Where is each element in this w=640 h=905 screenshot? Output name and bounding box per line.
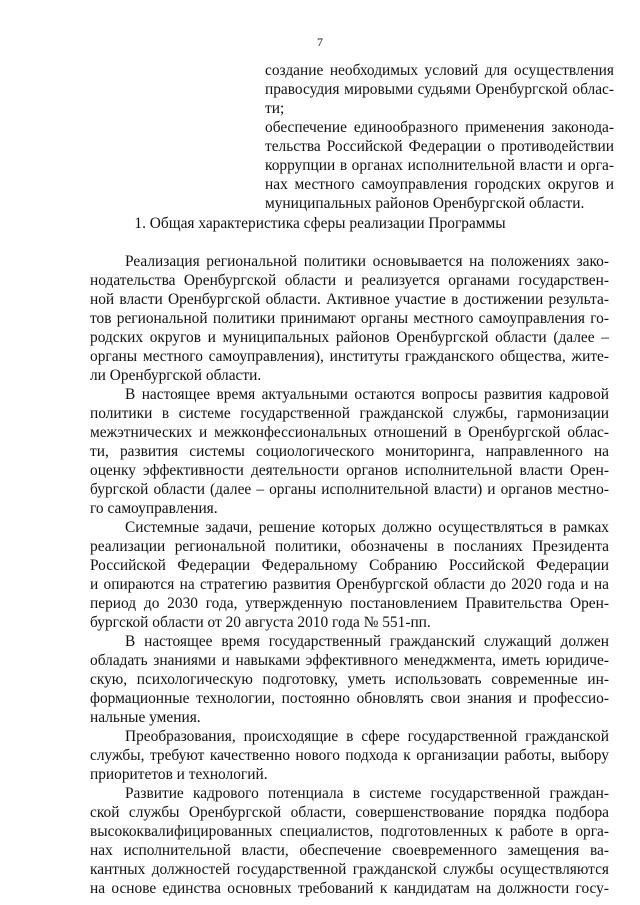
section-title: 1. Общая характеристика сферы реализации Программы <box>134 215 506 232</box>
body-line: ной власти Оренбургской области. Активное участие в достижении результа- <box>90 291 609 308</box>
body-line: период до 2030 года, утвержденную постановлением Правительства Орен- <box>90 595 609 612</box>
body-line: органы местного самоуправления), институты гражданского общества, жите- <box>90 348 609 365</box>
body-line: тов региональной политики принимают органы местного самоуправления го- <box>90 310 609 327</box>
body-line: и опираются на стратегию развития Оренбургской области до 2020 года и на <box>90 576 609 593</box>
body-line: обладать знаниями и навыками эффективного менеджмента, иметь юридиче- <box>90 652 609 669</box>
body-line: реализации региональной политики, обозначены в посланиях Президента <box>90 538 609 555</box>
intro-line: тельства Российской Федерации о противодействии <box>265 138 614 155</box>
body-line: нодательства Оренбургской области и реализуется органами государствен- <box>90 272 609 289</box>
body-line: нальные умения. <box>90 709 201 726</box>
body-line: родских округов и муниципальных районов Оренбургской области (далее – <box>90 329 609 346</box>
body-line: го самоуправления. <box>90 500 218 517</box>
body-line: Развитие кадрового потенциала в системе государственной граждан- <box>125 785 609 802</box>
body-line: нах исполнительной власти, обеспечение своевременного замещения ва- <box>90 842 609 859</box>
body-line: высококвалифицированных специалистов, подготовленных к работе в орга- <box>90 823 609 840</box>
intro-line: обеспечение единообразного применения законода- <box>265 119 614 136</box>
body-line: бургской области (далее – органы исполнительной власти) и органов местно- <box>90 481 609 498</box>
body-line: ли Оренбургской области. <box>90 367 262 384</box>
body-line: Преобразования, происходящие в сфере государственной гражданской <box>125 728 609 745</box>
intro-line: правосудия мировыми судьями Оренбургской облас- <box>265 81 614 98</box>
intro-line: создание необходимых условий для осуществления <box>265 62 614 79</box>
intro-line: нах местного самоуправления городских округов и <box>265 176 614 193</box>
body-line: ти, развития системы социологического мониторинга, направленного на <box>90 443 609 460</box>
intro-line: ти; <box>265 100 285 117</box>
body-line: бургской области от 20 августа 2010 года № 551-пп. <box>90 614 431 631</box>
body-line: Системные задачи, решение которых должно осуществляться в рамках <box>125 519 609 536</box>
body-line: Реализация региональной политики основывается на положениях зако- <box>125 253 609 270</box>
intro-line: коррупции в органах исполнительной власти и орга- <box>265 157 614 174</box>
page-number: 7 <box>317 35 323 49</box>
body-line: службы, требуют качественно нового подхода к организации работы, выбору <box>90 747 609 764</box>
body-line: приоритетов и технологий. <box>90 766 268 783</box>
body-line: формационные технологии, постоянно обновлять свои знания и профессио- <box>90 690 609 707</box>
intro-line: муниципальных районов Оренбургской области. <box>265 195 585 212</box>
body-line: В настоящее время актуальными остаются вопросы развития кадровой <box>125 386 609 403</box>
body-line: ской службы Оренбургской области, совершенствование порядка подбора <box>90 804 609 821</box>
body-line: кантных должностей государственной гражданской службы осуществляются <box>90 861 609 878</box>
body-line: политики в системе государственной гражданской службы, гармонизации <box>90 405 609 422</box>
body-line: межэтнических и межконфессиональных отношений в Оренбургской облас- <box>90 424 609 441</box>
body-line: Российской Федерации Федеральному Собранию Российской Федерации <box>90 557 609 574</box>
body-line: на основе единства основных требований к кандидатам на должности госу- <box>90 880 609 897</box>
body-line: оценку эффективности деятельности органов исполнительной власти Орен- <box>90 462 609 479</box>
body-line: скую, психологическую подготовку, уметь использовать современные ин- <box>90 671 609 688</box>
body-line: В настоящее время государственный гражданский служащий должен <box>125 633 609 650</box>
